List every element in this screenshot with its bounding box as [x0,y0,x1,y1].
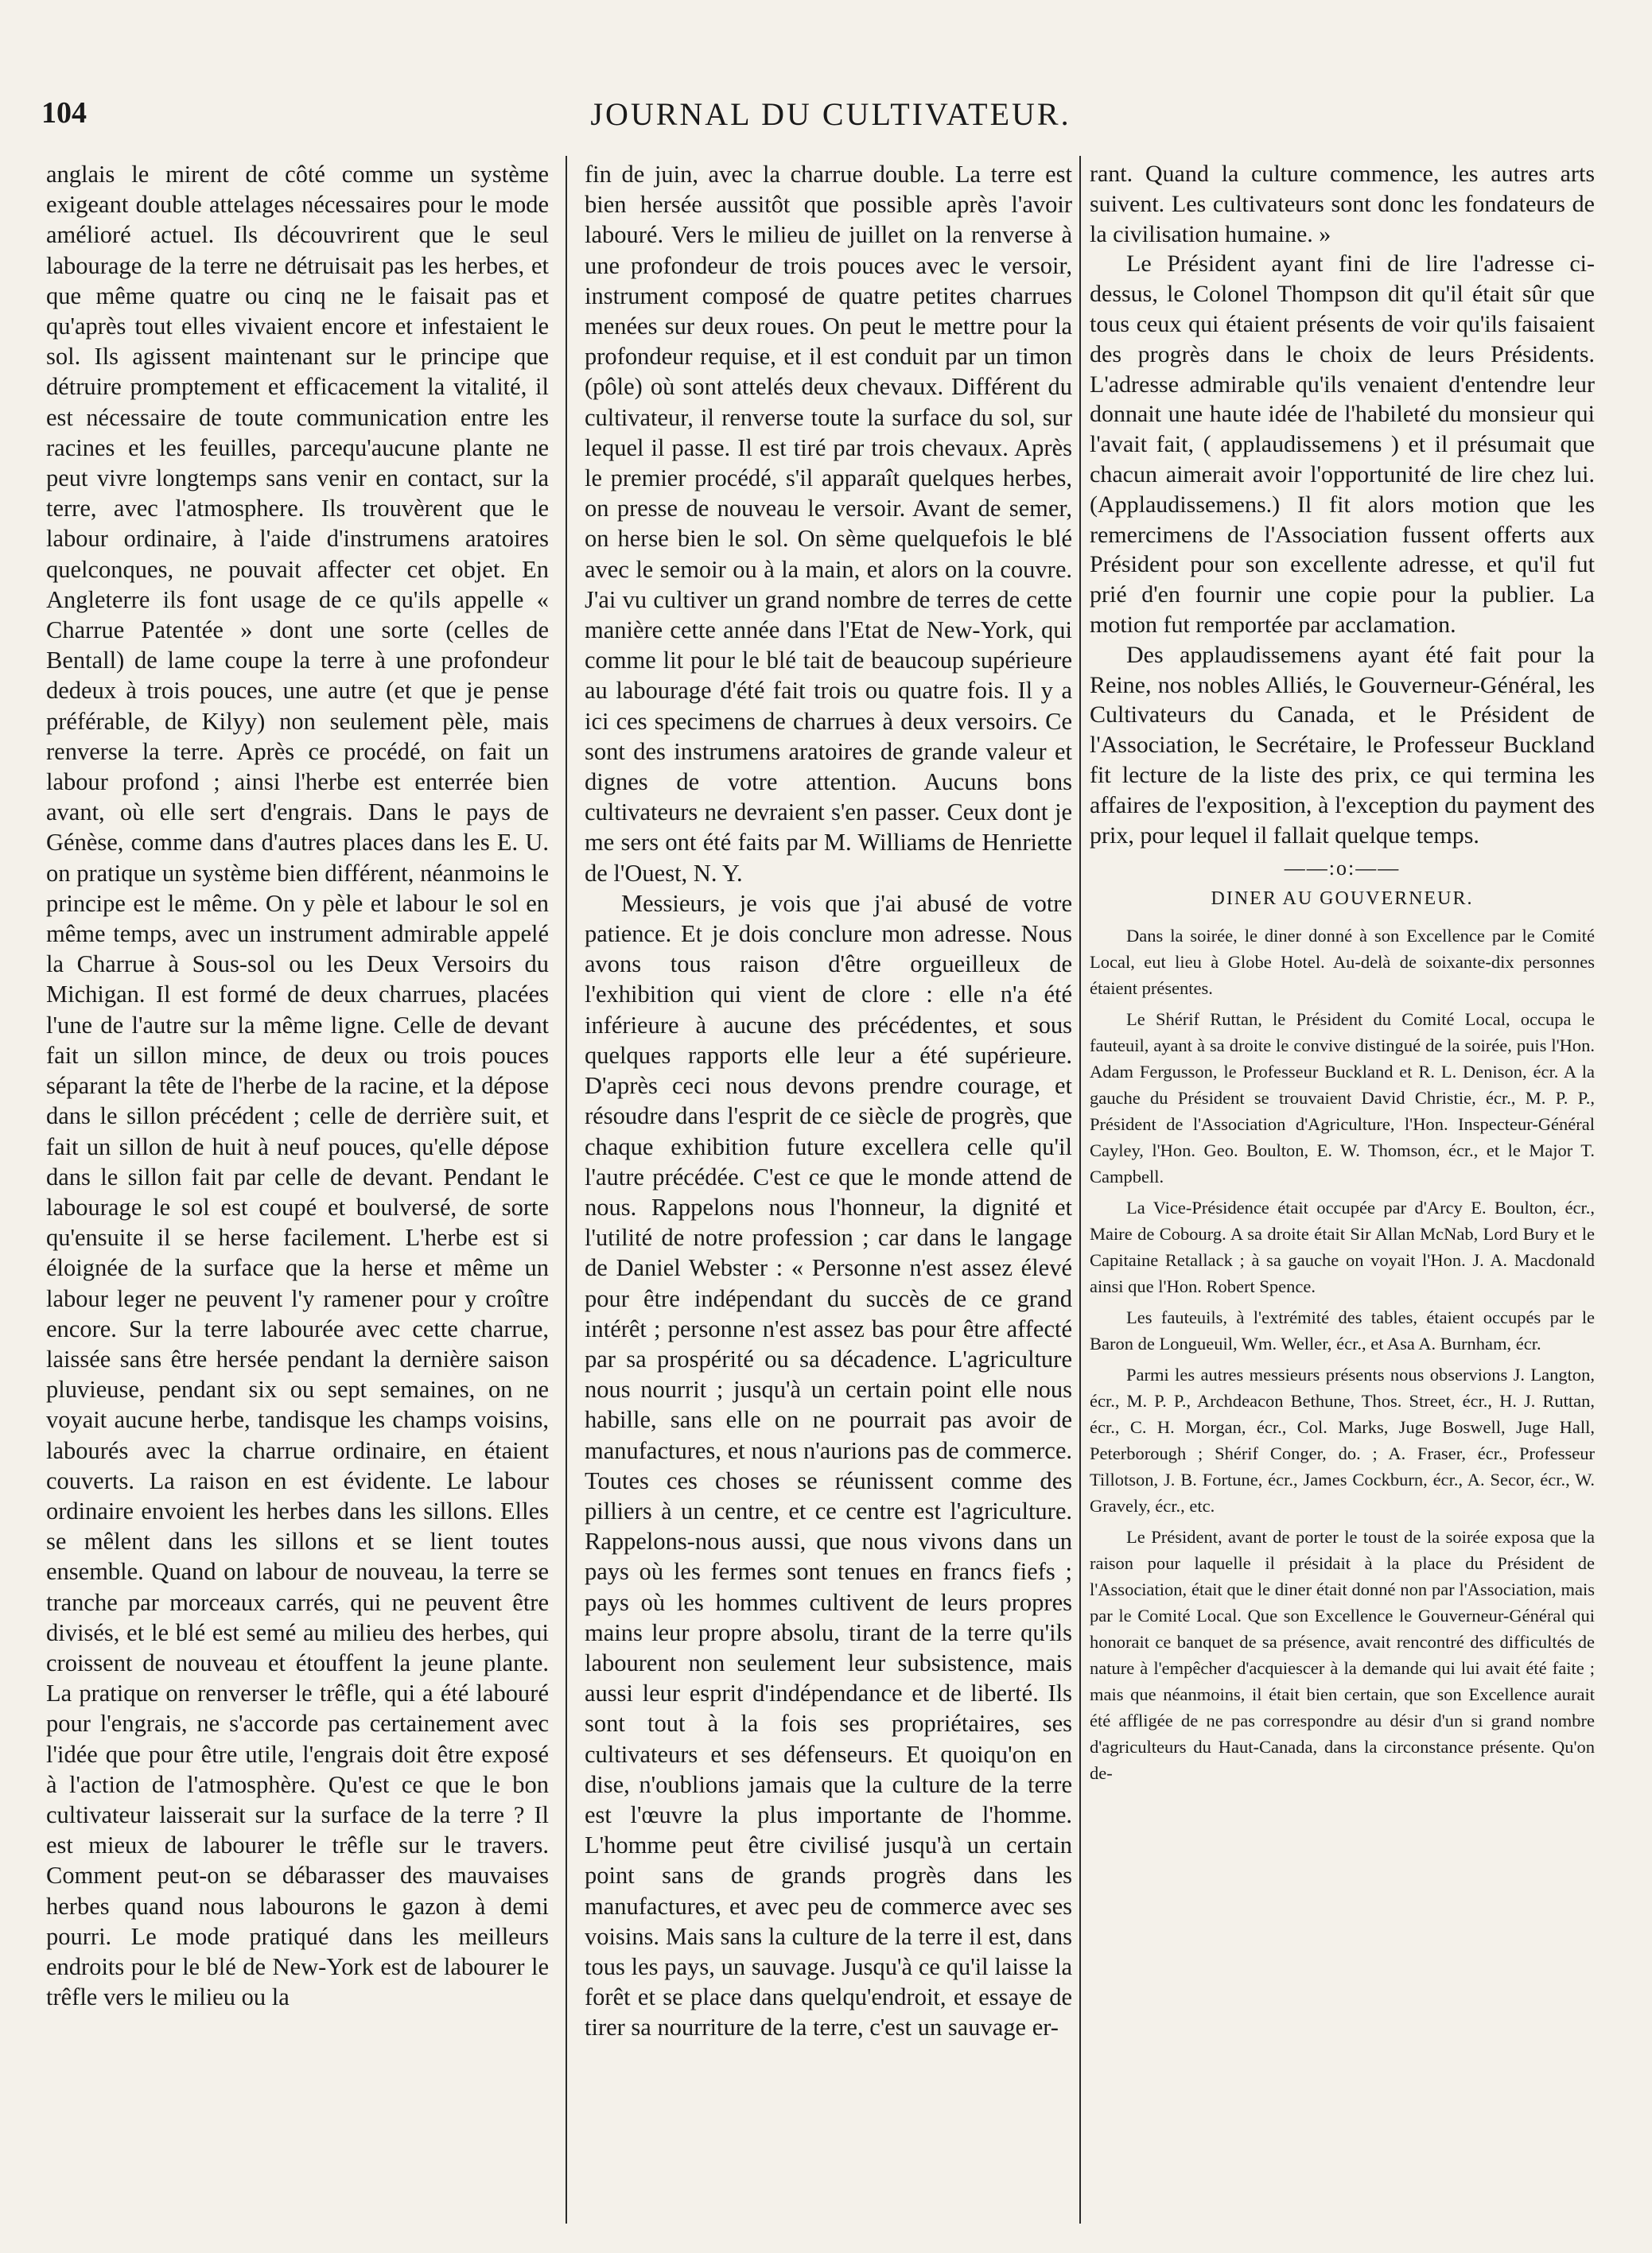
column1-paragraph: anglais le mirent de côté comme un système exigeant double attelages nécessaires pour le mode amélioré actuel. Ils découvrirent que le seul labourage de la terre ne détruisait pas les herbes, et que même quatre ou cinq ne le faisait pas et qu'après tout elles vivaient encore et infestaient le sol. Ils agissent maintenant sur le principe que détruire promptement et efficacement la vitalité, il est nécessaire de toute communication entre les racines et les feuilles, parcequ'aucune plante ne peut vivre longtemps sans venir en contact, sur la terre, avec l'atmosphere. Ils trouvèrent que le labour ordinaire, à l'aide d'instrumens aratoires quelconques, ne pouvait affecter cet objet. En Angleterre ils font usage de ce qu'ils appelle « Charrue Patentée » dont une sorte (celles de Bentall) de lame coupe la terre à une profondeur dedeux à trois pouces, une autre (et que je pense préférable, de Kilyy) non seulement pèle, mais renverse la terre. Après ce procédé, on fait un labour profond ; ainsi l'herbe est enterrée bien avant, où elle sert d'engrais. Dans le pays de Génèse, comme dans d'autres places dans les E. U. on pratique un système bien différent, néanmoins le principe est le même. On y pèle et labour le sol en même temps, avec un instrument admirable appelé la Charrue à Sous-sol ou les Deux Versoirs du Michigan. Il est formé de deux charrues, placées l'une de l'autre sur la même ligne. Celle de devant fait un sillon mince, de deux ou trois pouces séparant la tête de l'herbe de la racine, et la dépose dans le sillon précédent ; celle de derrière suit, et fait un sillon de huit à neuf pouces, qu'elle dépose dans le sillon fait par celle de devant. Pendant le labourage le sol est coupé et boulversé, de sorte qu'ensuite il se herse facilement. L'herbe est si éloignée de la surface que la herse et même un labour leger ne peuvent l'y ramener pour y croître encore. Sur la terre labourée avec cette charrue, laissée sans être hersée pendant la dernière saison pluvieuse, pendant six ou sept semaines, on ne voyait aucune herbe, tandisque les champs voisins, labourés avec la charrue ordinaire, en étaient couverts. La raison en est évidente. Le labour ordinaire envoient les herbes dans les sillons. Elles se mêlent dans les sillons et se lient toutes ensemble. Quand on labour de nouveau, la terre se tranche par morceaux carrés, qui ne peuvent être divisés, et le blé est semé au milieu des herbes, qui croissent de nouveau et étouffent la jeune plante. La pratique on renverser le trêfle, qui a été labouré pour l'engrais, ne s'accorde pas certainement avec l'idée que pour être utile, l'engrais doit être exposé à l'action de l'atmosphère. Qu'est ce que le bon cultivateur laisserait sur la surface de la terre ? Il est mieux de labourer le trêfle sur le travers. Comment peut-on se débarasser des mauvaises herbes quand nous labourons le gazon à demi pourri. Le mode pratiqué dans les meilleurs endroits pour le blé de New-York est de labourer le trêfle vers le milieu ou la [46,161,549,2011]
dinner-paragraph: Le Shérif Ruttan, le Président du Comité Local, occupa le fauteuil, ayant à sa droite le convive distingué de la soirée, puis l'Hon. Adam Fergusson, le Professeur Buckland et R. L. Denison, écr. A la gauche du Président se trouvaient David Christie, écr., M. P. P., Président de l'Association d'Agriculture, l'Hon. Inspecteur-Général Cayley, l'Hon. Geo. Boulton, E. W. Thomson, écr., et le Major T. Campbell. [1090,1009,1595,1187]
dinner-paragraph: Le Président, avant de porter le toust de la soirée exposa que la raison pour laquelle il présidait à la place du Président de l'Association, était que le diner était donné non par l'Association, mais par le Comité Local. Que son Excellence le Gouverneur-Général qui honorait ce banquet de sa présence, avait rencontré des difficultés de nature à l'empêcher d'acquiescer à la demande qui lui avait été faite ; mais que néanmoins, il était bien certain, que son Excellence aurait été affligée de ne pas correspondre au désir d'un si grand nombre d'agriculteurs du Haut-Canada, dans la circonstance présente. Qu'on de- [1090,1527,1595,1784]
dinner-paragraph: Les fauteuils, à l'extrémité des tables, étaient occupés par le Baron de Longueuil, Wm. Weller, écr., et Asa A. Burnham, écr. [1090,1307,1595,1354]
column-divider-2 [1079,156,1081,2224]
dinner-paragraph: Parmi les autres messieurs présents nous observions J. Langton, écr., M. P. P., Archdeacon Bethune, Thos. Street, écr., H. J. Ruttan, écr., C. H. Morgan, écr., Col. Marks, Juge Boswell, Juge Hall, Peterborough ; Shérif Conger, do. ; A. Fraser, écr., Professeur Tillotson, J. B. Fortune, écr., James Cockburn, écr., A. Secor, écr., W. Gravely, écr., etc. [1090,1365,1595,1517]
text-column-2 [585,159,1072,2235]
text-column-1 [46,159,549,2235]
column2-paragraph-2: Messieurs, je vois que j'ai abusé de votre patience. Et je dois conclure mon adresse. Nous avons tous raison d'être orgueilleux de l'exhibition qui vient de clore : elle n'a été inférieure à aucune des précédentes, et sous quelques rapports elle leur a été supérieure. D'après ceci nous devons prendre courage, et résoudre dans l'esprit de ce siècle de progrès, que chaque exhibition future excellera celle qu'il l'autre précédée. C'est ce que le monde attend de nous. Rappelons nous l'honneur, la dignité et l'utilité de notre profession ; car dans le langage de Daniel Webster : « Personne n'est assez élevé pour être indépendant du succès de ce grand intérêt ; personne n'est assez bas pour être affecté par sa prospérité ou sa décadence. L'agriculture nous nourrit ; jusqu'à un certain point elle nous habille, sans elle on ne pourrait pas avoir de manufactures, et nous n'aurions pas de commerce. Toutes ces choses se réunissent comme des pilliers à un centre, et ce centre est l'agriculture. Rappelons-nous aussi, que nous vivons dans un pays où les fermes sont tenues en francs fiefs ; pays où les hommes cultivent de leurs propres mains leur propre absolu, tirant de la terre qu'ils labourent non seulement leur subsistence, mais aussi leur esprit d'indépendance et de liberté. Ils sont tout à la fois ses propriétaires, ses cultivateurs et ses défenseurs. Et quoiqu'on en dise, n'oublions jamais que la culture de la terre est l'œuvre la plus importante de l'homme. L'homme peut être civilisé jusqu'à un certain point sans de grands progrès dans les manufactures, et avec peu de commerce avec ses voisins. Mais sans la culture de la terre il est, dans tous les pays, un sauvage. Jusqu'à ce qu'il laisse la forêt et se place dans quelqu'endroit, et essaye de tirer sa nourriture de la terre, c'est un sauvage er- [585,889,1072,2041]
dinner-paragraph: La Vice-Présidence était occupée par d'Arcy E. Boulton, écr., Maire de Cobourg. A sa droite était Sir Allan McNab, Lord Bury et le Capitaine Retallack ; à sa gauche on voyait l'Hon. J. A. Macdonald ainsi que l'Hon. Robert Spence. [1090,1198,1595,1297]
dinner-report [1090,923,1595,1786]
text-column-3 [1090,159,1595,2235]
section-heading: DINER AU GOUVERNEUR. [1211,888,1474,910]
column-divider-1 [566,156,567,2224]
column3-main-text [1090,159,1595,850]
page-number: 104 [41,96,87,130]
column3-paragraph-3: Des applaudissemens ayant été fait pour la Reine, nos nobles Alliés, le Gouverneur-Général, les Cultivateurs du Canada, et le Président de l'Association, le Secrétaire, le Professeur Buckland fit lecture de la liste des prix, ce qui termina les affaires de l'exposition, à l'exception du payment des prix, pour lequel il fallait quelque temps. [1090,641,1595,849]
dinner-paragraph: Dans la soirée, le diner donné à son Excellence par le Comité Local, eut lieu à Globe Hotel. Au-delà de soixante-dix personnes étaient présentes. [1090,926,1595,999]
section-separator: ——:o:—— [1284,857,1401,880]
column3-paragraph-2: Le Président ayant fini de lire l'adresse ci-dessus, le Colonel Thompson dit qu'il était sûr que tous ceux qui étaient présents de voir qu'ils faisaient des progrès dans le choix de leurs Présidents. L'adresse admirable qu'ils venaient d'entendre leur donnait une haute idée de l'habileté du monsieur qui l'avait fait, ( applaudissemens ) et il présumait que chacun aimerait avoir l'opportunité de lire chez lui. (Applaudissemens.) Il fit alors motion que les remercimens de l'Association fussent offerts aux Président pour son excellente adresse, et qu'il fut prié d'en fournir une copie pour la publier. La motion fut remportée par acclamation. [1090,251,1595,638]
journal-title: JOURNAL DU CULTIVATEUR. [590,96,1071,132]
column3-paragraph-1: rant. Quand la culture commence, les autres arts suivent. Les cultivateurs sont donc les fondateurs de la civilisation humaine. » [1090,161,1595,247]
page-header [41,89,1620,137]
column2-paragraph-1: fin de juin, avec la charrue double. La terre est bien hersée aussitôt que possible après l'avoir labouré. Vers le milieu de juillet on la renverse à une profondeur de trois pouces avec le versoir, instrument composé de quatre petites charrues menées sur deux roues. On peut le mettre pour la profondeur requise, et il est conduit par un timon (pôle) où sont attelés deux chevaux. Différent du cultivateur, il renverse toute la surface du sol, sur lequel il passe. Il est tiré par trois chevaux. Après le premier procédé, s'il apparaît quelques herbes, on presse de nouveau le versoir. Avant de semer, on herse bien le sol. On sème quelquefois le blé avec le semoir ou à la main, et alors on la couvre. J'ai vu cultiver un grand nombre de terres de cette manière cette année dans l'Etat de New-York, qui comme lit pour le blé tait de beaucoup supérieure au labourage d'été fait trois ou quatre fois. Il y a ici ces specimens de charrues à deux versoirs. Ce sont des instrumens aratoires de grande valeur et dignes de votre attention. Aucuns bons cultivateurs ne devraient s'en passer. Ceux dont je me sers ont été faits par M. Williams de Henriette de l'Ouest, N. Y. [585,161,1072,887]
